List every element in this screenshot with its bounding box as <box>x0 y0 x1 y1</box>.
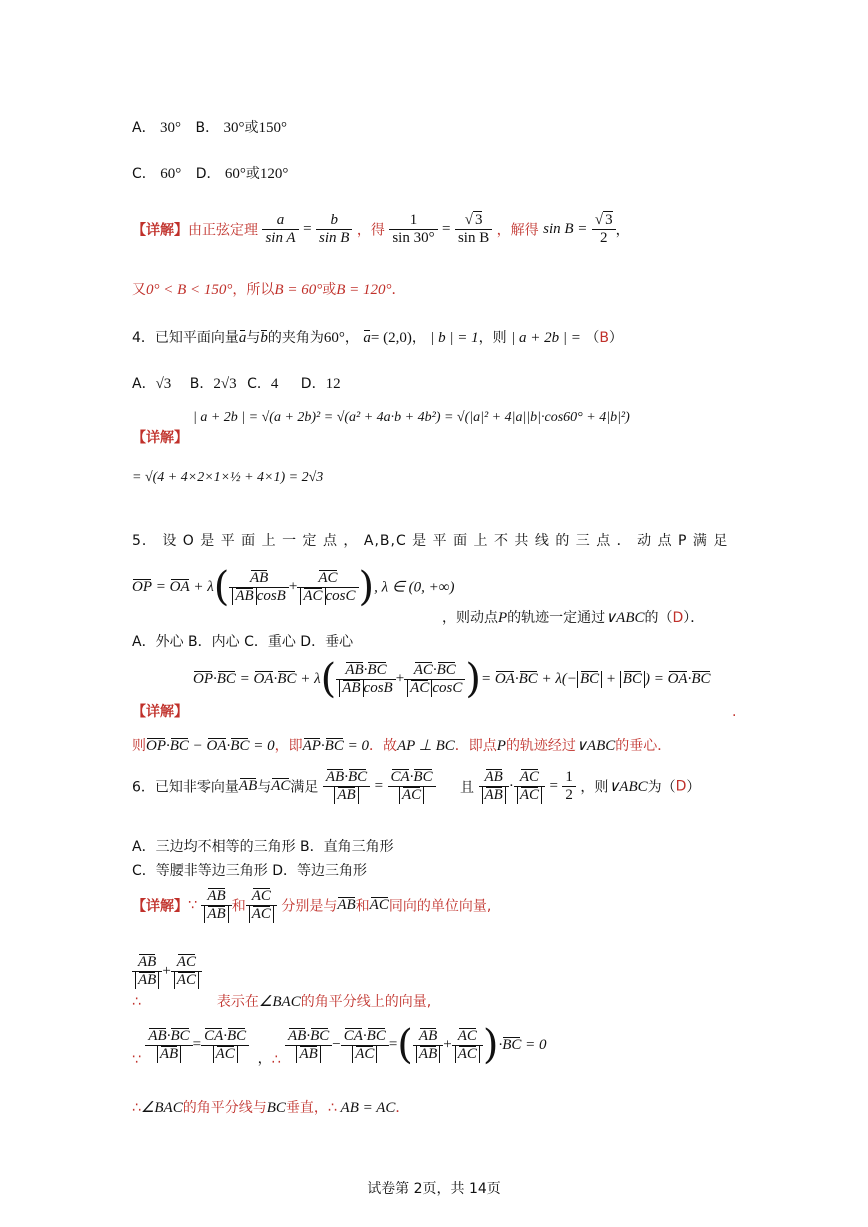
q4-opt-c-value: 4 <box>270 376 279 392</box>
q4-stem-2: 与 <box>246 330 261 346</box>
q4-opt-d-label: D． <box>300 376 326 392</box>
q4-options <box>132 373 341 393</box>
q3-detail-text-3: ，解得 <box>496 222 539 239</box>
q4-opt-b-label: B． <box>189 376 214 392</box>
q3-opt-b-or: 或 <box>244 120 259 136</box>
q3-opt-c-value: 60° <box>160 166 182 182</box>
q4-a-value: = (2,0) <box>370 330 412 346</box>
q5-derivation: OP·BC = OA·BC + λ( $\frac{AB\cdot BC}{\text{AB cosB}}$ + $\frac{AC\cdot BC}{\text{AC cosC}}$ )= OA·BC + λ(− BC + BC ) = OA·BC <box>193 656 711 702</box>
q5-answer: D <box>672 610 684 626</box>
q3-opt-b-value-1: 30° <box>223 120 245 136</box>
q4-expression: | a + 2b | = <box>511 330 581 346</box>
q6-detail-line-1: 【详解】∵ $\frac{AB}{AB}$ 和 $\frac{AC}{AC}$ 分别是与AB和AC同向的单位向量, <box>132 888 492 922</box>
sinb-result-fraction: $\frac{√ 3}{2}$ <box>592 212 616 247</box>
q6-detail-line-3: ∵ $\frac{AB\cdot BC}{AB}$ = $\frac{CA\cdot BC}{AC}$ ，∴ $\frac{AB\cdot BC}{AB}$ − $\frac{CA\cdot BC}{AC}$ =( $\frac{AB}{AB}$ + $\frac{AC}{AC}$ )·BC = 0 <box>132 1022 547 1068</box>
q5-stem-end: ，则动点P的轨迹一定通过∨ABC的（D）． <box>442 610 705 626</box>
q5-detail-label: 【详解】 <box>132 704 188 720</box>
q4-detail-label: 【详解】 <box>132 430 188 446</box>
q3-opt-b-label: B． <box>195 120 220 136</box>
q5-conclusion: 则OP·BC − OA·BC = 0，即AP·BC = 0．故AP ⊥ BC．即点P的轨迹经过∨ABC的垂心． <box>132 738 672 754</box>
q3-line2-b: ，所以 <box>232 282 275 298</box>
q5-stem: 5． 设 O 是 平 面 上 一 定 点 ， A,B,C 是 平 面 上 不 共 线 的 三 点 ． 动 点 P 满 足 <box>132 533 729 549</box>
q4-opt-a-value: √3 <box>155 376 172 392</box>
q4-paren-close: ） <box>608 330 623 346</box>
q3-line2-a: 又 <box>132 282 146 298</box>
q4-calc-line-2: = √(4 + 4×2×1×½ + 4×1) = 2√3 <box>132 470 324 485</box>
sine-law-fraction-2: $\frac{b}{\text{sin B}}$ <box>316 212 352 247</box>
q3-option-row-2 <box>132 163 288 183</box>
sine-law-fraction-4: $\frac{√ 3}{\text{sin B}}$ <box>455 212 492 247</box>
q3-line2-or: 或 <box>322 282 337 298</box>
q3-conclusion <box>132 279 406 299</box>
q4-opt-d-value: 12 <box>325 376 341 392</box>
q4-angle: 60° <box>323 330 345 346</box>
q3-detail: 【详解】由正弦定理 $\frac{a}{\text{sin A}}$ = $\frac{b}{\text{sin B}}$ ，得 $\frac{1}{\sin 30^\circ}$ = $\frac{√ 3}{\text{sin B}}$ ，解得 sin B = $\frac{√ 3}{2}$ ， <box>132 212 630 246</box>
q4-stem: 4．已知平面向量a与b的夹角为60°， a= (2,0)， | b | = 1，则 | a + 2b | = （B） <box>132 330 623 346</box>
q6-detail-line-2b: ∴ 表示在∠BAC的角平分线上的向量, <box>132 994 432 1010</box>
q6-answer: D <box>675 778 687 795</box>
q3-opt-d-value-2: 120° <box>259 166 289 182</box>
q5-dot: . <box>732 704 737 720</box>
q3-opt-a-label: A． <box>132 120 156 136</box>
q3-opt-d-or: 或 <box>245 166 260 182</box>
q6-stem: 6．已知非零向量AB与AC满足 $\frac{AB\cdot BC}{AB}$ = $\frac{CA\cdot BC}{AC}$ 且 $\frac{AB}{AB}$ · $\frac{AC}{AC}$ = $\frac{1}{2}$ ，则∨ABC为（D） <box>132 769 701 803</box>
q6-options-cd: C．等腰非等边三角形 D．等边三角形 <box>132 863 368 879</box>
q4-opt-b-value: 2√3 <box>213 376 237 392</box>
q3-detail-text-2: ，得 <box>356 222 385 239</box>
q3-line2-inequality: 0° < B < 150° <box>146 282 233 298</box>
q6-conclusion: ∴∠BAC的角平分线与BC垂直，∴ AB = AC． <box>132 1100 410 1116</box>
q4-paren-open: （ <box>585 330 600 346</box>
q6-detail-line-2: $\frac{AB}{AB}$ + $\frac{AC}{AC}$ <box>132 954 202 989</box>
q3-opt-d-label: D． <box>195 166 221 182</box>
q5-formula: OP = OA + λ( $\frac{AB}{\text{AB cosB}}$ + $\frac{AC}{\text{AC cosC}}$ ), λ ∈ (0, +∞) <box>132 564 455 610</box>
q3-opt-c-label: C． <box>132 166 156 182</box>
q3-detail-text-1: 由正弦定理 <box>188 222 258 239</box>
q3-line2-result-2: B = 120° <box>336 282 392 298</box>
q3-detail-label: 【详解】 <box>132 222 188 239</box>
q4-calc-line-1: | a + 2b | = √(a + 2b)² = √(a² + 4a·b + 4b²) = √(|a|² + 4|a||b|·cos60° + 4|b|²) <box>193 410 630 425</box>
q3-line2-end: ． <box>391 282 406 298</box>
sine-law-fraction-3: $\frac{1}{\sin 30^\circ}$ <box>389 212 437 247</box>
q3-opt-d-value-1: 60° <box>224 166 246 182</box>
q3-opt-a-value: 30° <box>160 120 182 136</box>
page-footer: 试卷第 2页，共 14页 <box>367 1181 501 1197</box>
q4-opt-c-label: C． <box>247 376 271 392</box>
q5-lambda-range: , λ ∈ (0, +∞) <box>374 579 455 596</box>
q4-opt-a-label: A． <box>132 376 156 392</box>
q4-stem-4: ，则 <box>478 330 507 346</box>
q3-line2-result-1: B = 60° <box>274 282 323 298</box>
q3-option-row-1 <box>132 117 287 137</box>
q4-stem-3: 的夹角为 <box>267 330 324 346</box>
q4-b-norm: | b | = 1 <box>430 330 479 346</box>
q6-options-ab: A．三边均不相等的三角形 B．直角三角形 <box>132 839 394 855</box>
q4-stem-1: 4．已知平面向量 <box>132 330 239 346</box>
sine-law-fraction-1: $\frac{a}{\text{sin A}}$ <box>262 212 298 247</box>
q5-options: A．外心 B．内心 C．重心 D．垂心 <box>132 634 354 650</box>
q3-opt-b-value-2: 150° <box>258 120 288 136</box>
q4-answer: B <box>599 330 609 346</box>
